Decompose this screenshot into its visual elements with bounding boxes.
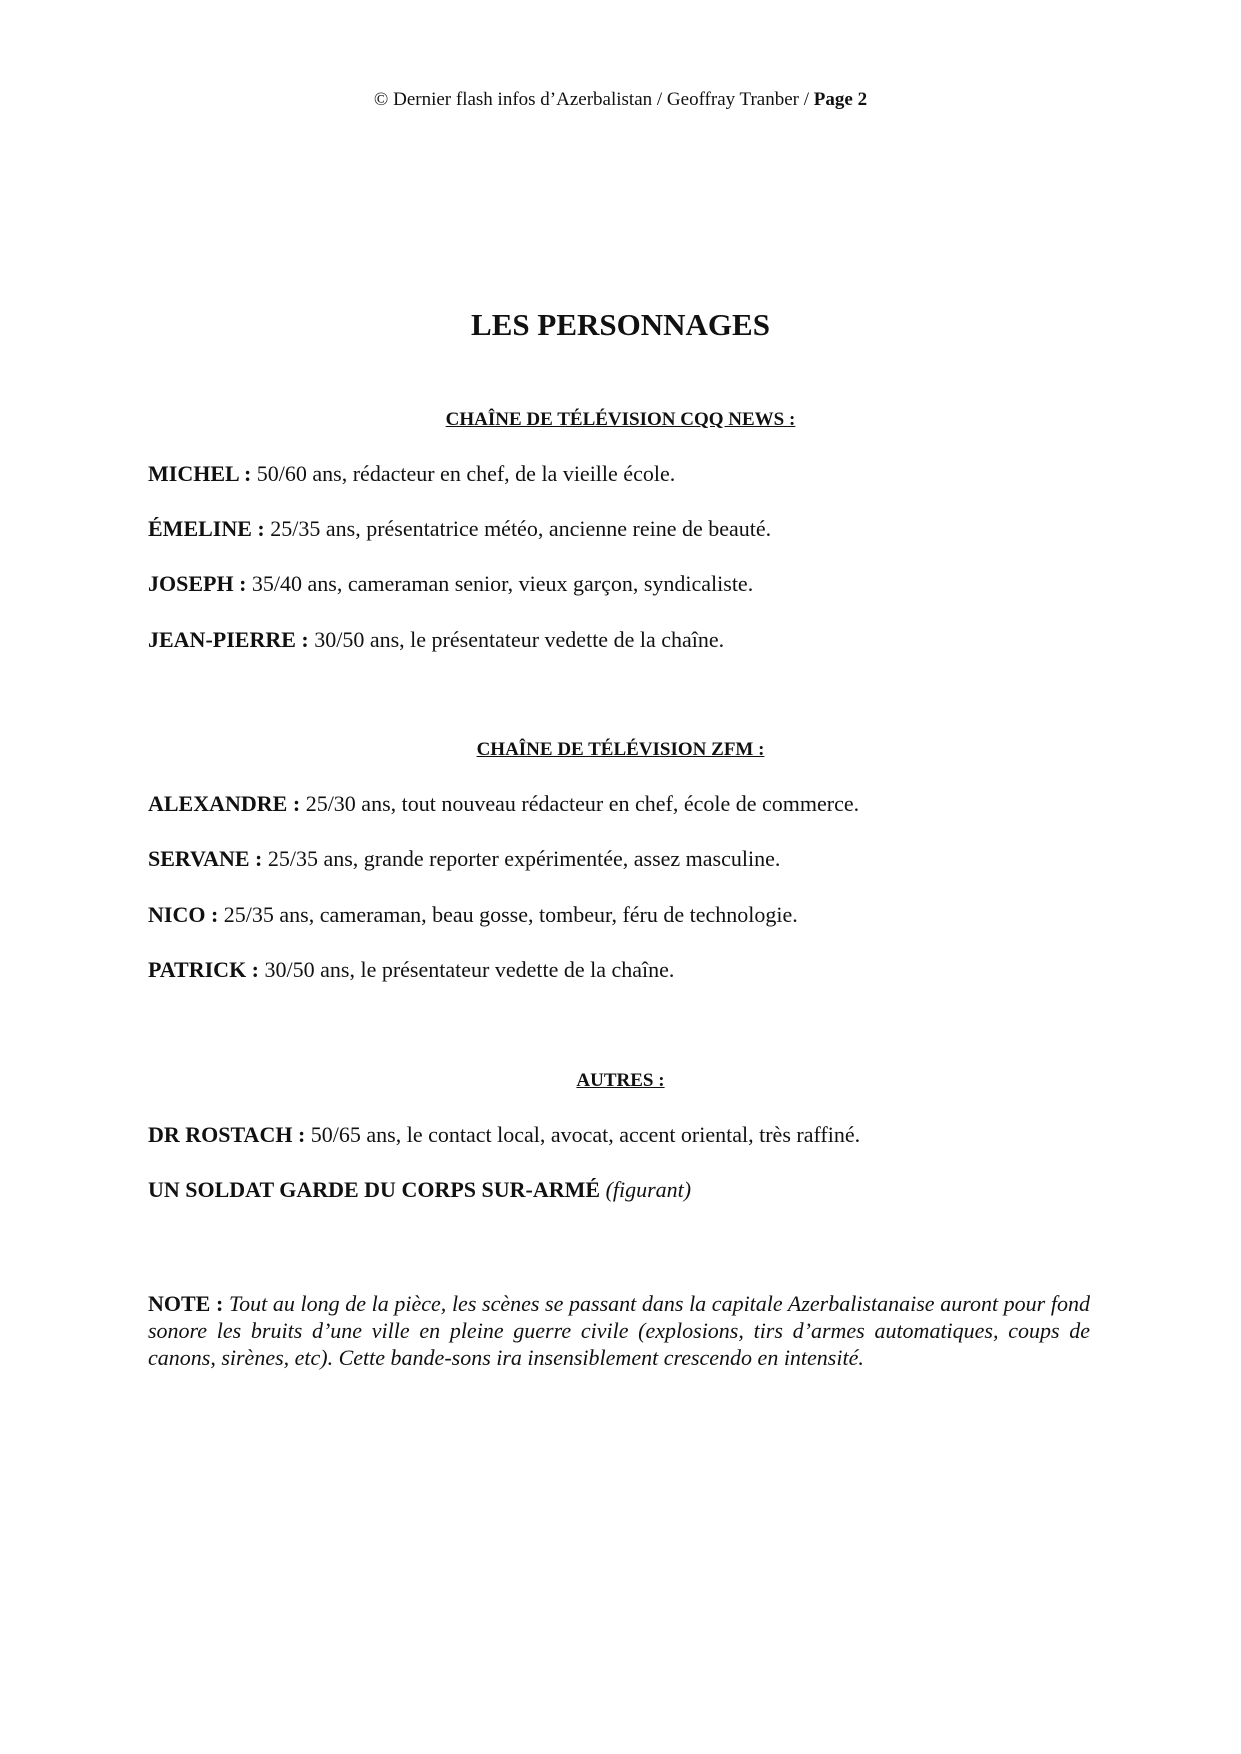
page-header (0, 88, 1241, 112)
character-description: 25/35 ans, grande reporter expérimentée, assez masculine. (262, 846, 781, 871)
character-name: PATRICK : (148, 957, 260, 982)
character-jean-pierre (148, 626, 1098, 654)
note-label: NOTE : (148, 1291, 224, 1316)
character-description: 30/50 ans, le présentateur vedette de la chaîne. (308, 627, 725, 652)
character-description: 30/50 ans, le présentateur vedette de la chaîne. (259, 957, 675, 982)
character-name: ALEXANDRE : (148, 791, 301, 816)
stage-note (148, 1290, 1090, 1371)
character-description: 25/35 ans, cameraman, beau gosse, tombeur, féru de technologie. (218, 902, 798, 927)
character-description: 35/40 ans, cameraman senior, vieux garçon, syndicaliste. (246, 571, 754, 596)
character-description: 50/60 ans, rédacteur en chef, de la vieille école. (251, 461, 676, 486)
character-patrick (148, 956, 1098, 984)
character-servane (148, 845, 1098, 873)
character-name: NICO : (148, 902, 219, 927)
character-name: ÉMELINE : (148, 516, 265, 541)
page-number: Page 2 (813, 89, 868, 110)
character-description: 25/35 ans, présentatrice météo, ancienne reine de beauté. (264, 516, 772, 541)
character-description: 50/65 ans, le contact local, avocat, accent oriental, très raffiné. (305, 1122, 861, 1147)
character-name: MICHEL : (148, 461, 252, 486)
character-joseph (148, 570, 1098, 598)
section-heading-autres: AUTRES : (576, 1070, 665, 1091)
header-text: © Dernier flash infos d’Azerbalistan / Geoffray Tranber / (373, 89, 814, 110)
note-text: Tout au long de la pièce, les scènes se passant dans la capitale Azerbalistanaise auront pour fond sonore les bruits d’une ville en pleine guerre civile (explosions, tirs d’armes automatiques, coups de canons, sirènes, etc). Cette bande-sons ira insensiblement crescendo en intensité. (148, 1291, 1090, 1370)
page-title: LES PERSONNAGES (471, 307, 770, 342)
character-name: JOSEPH : (148, 571, 247, 596)
character-name: JEAN-PIERRE : (148, 627, 309, 652)
character-name: SERVANE : (148, 846, 263, 871)
character-description: 25/30 ans, tout nouveau rédacteur en chef, école de commerce. (300, 791, 860, 816)
character-name: UN SOLDAT GARDE DU CORPS SUR-ARMÉ (148, 1177, 601, 1202)
character-dr-rostach (148, 1121, 1098, 1149)
character-emeline (148, 515, 1098, 543)
character-name: DR ROSTACH : (148, 1122, 306, 1147)
section-heading-zfm: CHAÎNE DE TÉLÉVISION ZFM : (476, 739, 765, 760)
character-alexandre (148, 790, 1098, 818)
character-nico (148, 901, 1098, 929)
character-soldat (148, 1176, 1098, 1204)
section-heading-cqq-news: CHAÎNE DE TÉLÉVISION CQQ NEWS : (445, 409, 796, 430)
character-michel (148, 460, 1098, 488)
character-note: (figurant) (600, 1177, 692, 1202)
